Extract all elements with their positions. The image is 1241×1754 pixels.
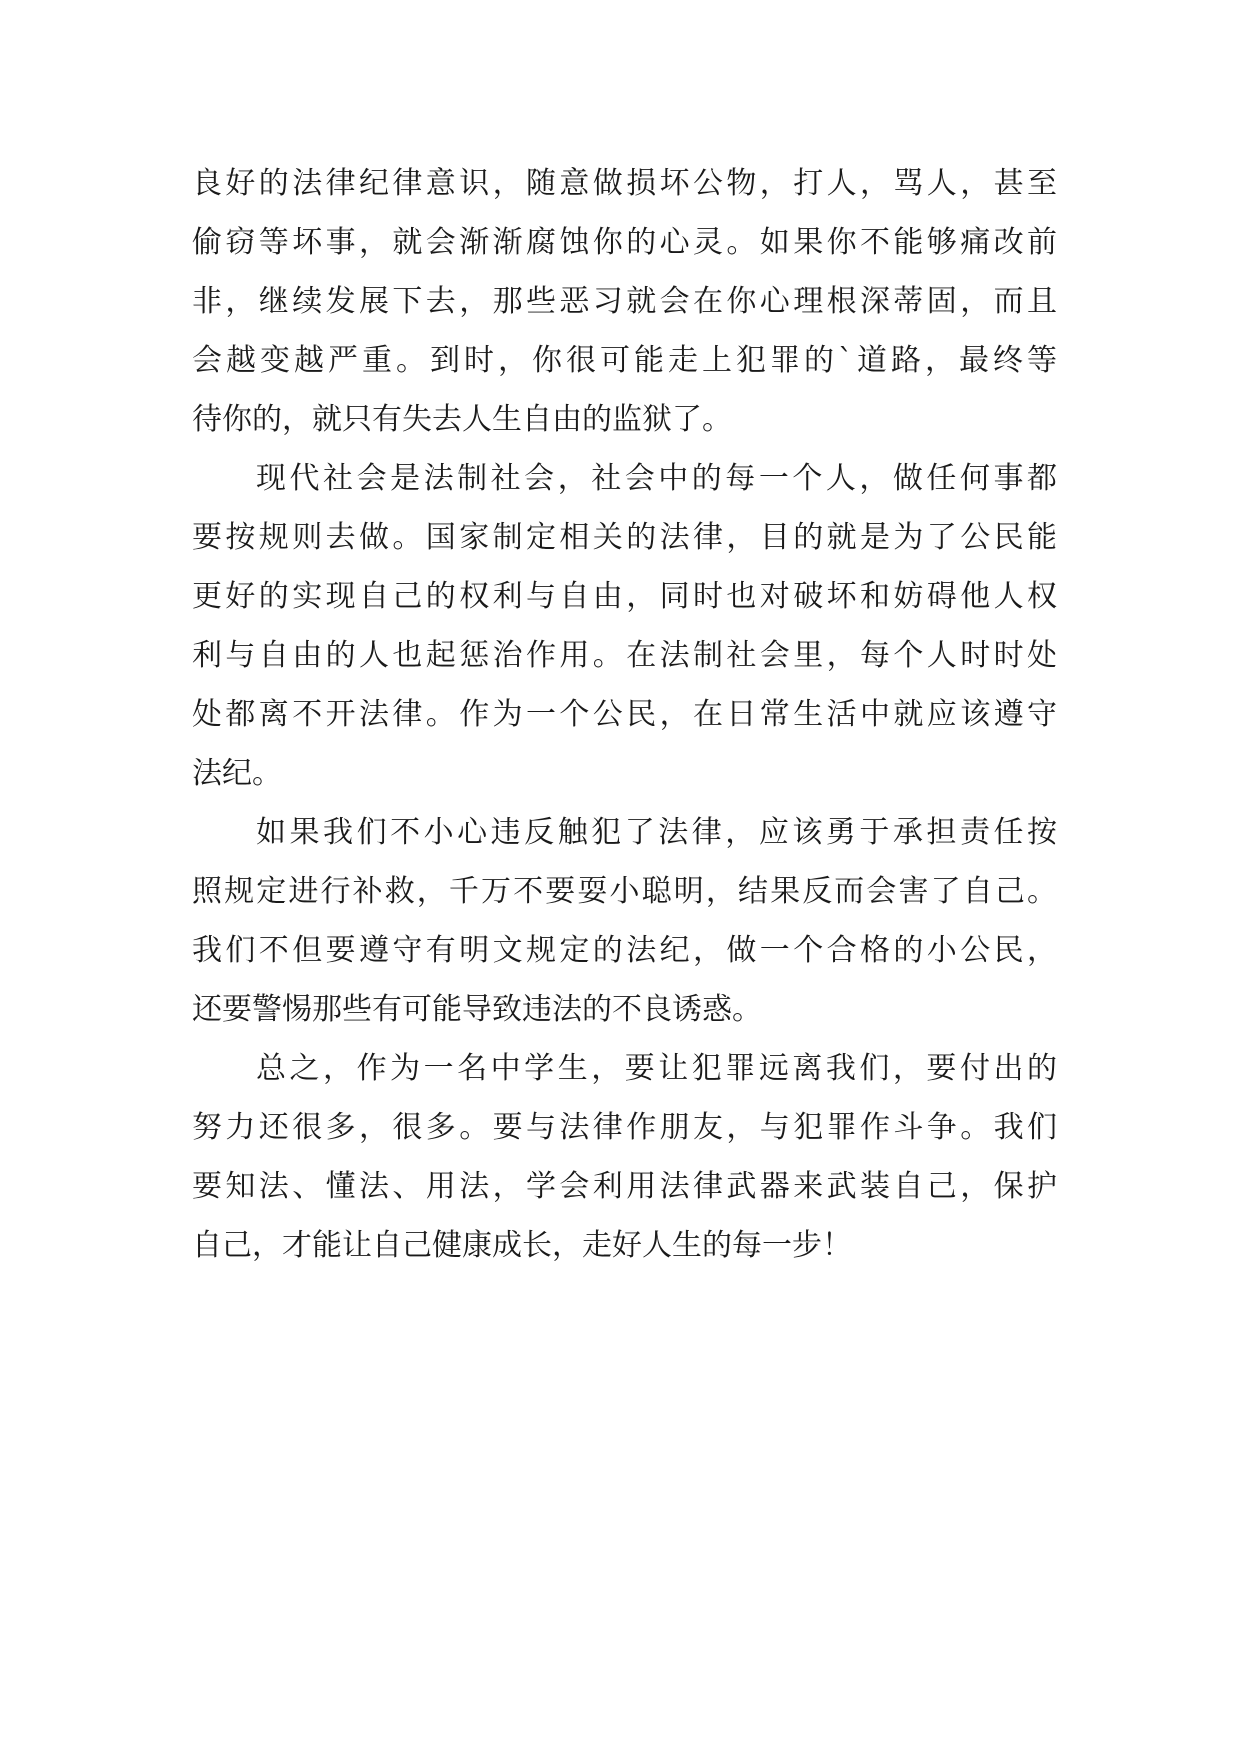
text-line: 非，继续发展下去，那些恶习就会在你心理根深蒂固，而且 [192, 284, 1057, 319]
text-line: 总之，作为一名中学生，要让犯罪远离我们，要付出的 [256, 1051, 1057, 1086]
text-line: 待你的，就只有失去人生自由的监狱了。 [192, 402, 732, 437]
text-line: 会越变越严重。到时，你很可能走上犯罪的`道路，最终等 [192, 343, 1057, 378]
text-line: 法纪。 [192, 756, 282, 791]
text-line: 处都离不开法律。作为一个公民，在日常生活中就应该遵守 [192, 697, 1057, 732]
text-line: 要按规则去做。国家制定相关的法律，目的就是为了公民能 [192, 520, 1057, 555]
text-line: 要知法、懂法、用法，学会利用法律武器来武装自己，保护 [192, 1169, 1057, 1204]
body-text [192, 154, 1057, 1275]
text-line: 利与自由的人也起惩治作用。在法制社会里，每个人时时处 [192, 638, 1057, 673]
text-line: 自己，才能让自己健康成长，走好人生的每一步！ [192, 1228, 852, 1263]
text-line: 现代社会是法制社会，社会中的每一个人，做任何事都 [256, 461, 1057, 496]
text-line: 更好的实现自己的权利与自由，同时也对破坏和妨碍他人权 [192, 579, 1057, 614]
text-line: 照规定进行补救，千万不要耍小聪明，结果反而会害了自己。 [192, 874, 1057, 909]
text-line: 努力还很多，很多。要与法律作朋友，与犯罪作斗争。我们 [192, 1110, 1057, 1145]
text-line: 良好的法律纪律意识，随意做损坏公物，打人，骂人，甚至 [192, 166, 1057, 201]
text-line: 如果我们不小心违反触犯了法律，应该勇于承担责任按 [256, 815, 1057, 850]
text-line: 我们不但要遵守有明文规定的法纪，做一个合格的小公民， [192, 933, 1057, 968]
text-line: 还要警惕那些有可能导致违法的不良诱惑。 [192, 992, 762, 1027]
text-line: 偷窃等坏事，就会渐渐腐蚀你的心灵。如果你不能够痛改前 [192, 225, 1057, 260]
